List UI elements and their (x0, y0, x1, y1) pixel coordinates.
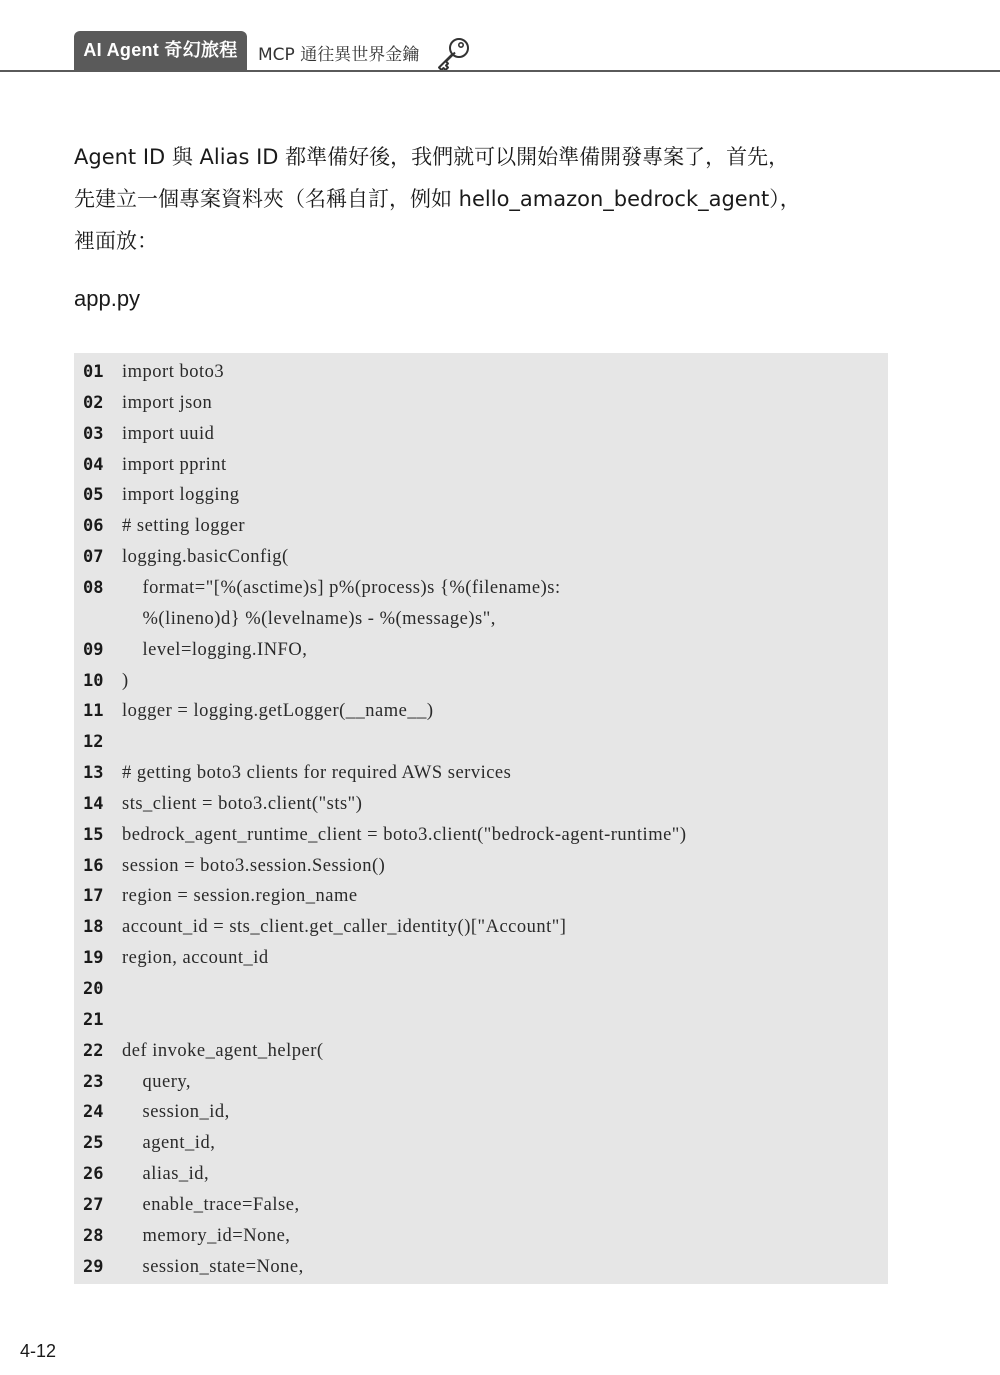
code-line (74, 388, 888, 419)
line-number: 02 (83, 392, 104, 413)
code-line (74, 789, 888, 820)
code-line (74, 820, 888, 851)
code-line (74, 635, 888, 666)
line-number: 10 (83, 670, 104, 691)
code-line (74, 727, 888, 758)
line-number: 09 (83, 639, 104, 660)
line-number: 22 (83, 1040, 104, 1061)
code-line (74, 758, 888, 789)
code-line (74, 1067, 888, 1098)
line-number: 12 (83, 732, 104, 753)
code-line (74, 480, 888, 511)
book-title-tab: AI Agent 奇幻旅程 (74, 31, 247, 70)
code-text: enable_trace=False, (122, 1194, 300, 1215)
code-line (74, 357, 888, 388)
code-text: import pprint (122, 454, 227, 475)
code-line (74, 573, 888, 604)
code-line (74, 943, 888, 974)
paragraph-line: Agent ID 與 Alias ID 都準備好後，我們就可以開始準備開發專案了，首先， (74, 145, 790, 169)
code-text: memory_id=None, (122, 1225, 291, 1246)
code-text: level=logging.INFO, (122, 639, 308, 660)
code-text: ) (122, 670, 129, 691)
code-text: logging.basicConfig( (122, 547, 289, 568)
line-number: 20 (83, 979, 104, 999)
code-line (74, 1221, 888, 1252)
code-filename: app.py (74, 286, 141, 311)
code-text: agent_id, (122, 1133, 216, 1154)
line-number: 03 (83, 423, 104, 444)
line-number: 13 (83, 763, 104, 784)
line-number: 29 (83, 1256, 104, 1277)
code-line (74, 1128, 888, 1159)
code-text: sts_client = boto3.client("sts") (122, 793, 363, 814)
code-text: region = session.region_name (122, 886, 358, 907)
line-number: 08 (83, 577, 104, 598)
code-text: bedrock_agent_runtime_client = boto3.client("bedrock-agent-runtime") (122, 824, 687, 845)
code-line (74, 974, 888, 1005)
code-line (74, 1036, 888, 1067)
code-line (74, 450, 888, 481)
line-number: 05 (83, 485, 104, 506)
line-number: 18 (83, 917, 104, 938)
paragraph-line: 先建立一個專案資料夾（名稱自訂，例如 hello_amazon_bedrock_agent）， (74, 187, 801, 211)
line-number: 01 (83, 362, 104, 382)
line-number: 21 (83, 1009, 104, 1030)
code-line (74, 604, 888, 635)
line-number: 16 (83, 855, 104, 876)
code-text: alias_id, (122, 1164, 210, 1185)
code-text: # setting logger (122, 516, 246, 537)
paragraph-line: 裡面放： (74, 229, 158, 253)
code-block (74, 353, 888, 1284)
code-line (74, 666, 888, 697)
code-line (74, 1252, 888, 1283)
code-text: %(lineno)d} %(levelname)s - %(message)s", (122, 608, 496, 629)
page-header (0, 0, 1000, 72)
code-text: import logging (122, 485, 240, 506)
code-text: session = boto3.session.Session() (122, 855, 386, 876)
code-line (74, 1159, 888, 1190)
key-icon (432, 36, 472, 72)
code-text: logger = logging.getLogger(__name__) (122, 701, 434, 722)
line-number: 06 (83, 516, 104, 537)
code-text: format="[%(asctime)s] p%(process)s {%(filename)s: (122, 577, 561, 598)
line-number: 11 (83, 701, 104, 722)
line-number: 27 (83, 1194, 104, 1215)
code-text: session_id, (122, 1102, 230, 1123)
line-number: 19 (83, 948, 104, 969)
line-number: 15 (83, 824, 104, 845)
code-line (74, 696, 888, 727)
code-line (74, 1190, 888, 1221)
code-line (74, 851, 888, 882)
code-line (74, 1005, 888, 1036)
code-line (74, 1097, 888, 1128)
line-number: 24 (83, 1102, 104, 1123)
line-number: 26 (83, 1164, 104, 1185)
code-text: import boto3 (122, 362, 225, 382)
header-divider (0, 70, 1000, 72)
code-text: region, account_id (122, 948, 269, 969)
code-line (74, 511, 888, 542)
line-number: 17 (83, 886, 104, 907)
code-line (74, 419, 888, 450)
book-subtitle: MCP 通往異世界金鑰 (258, 45, 420, 65)
code-text: # getting boto3 clients for required AWS services (122, 763, 512, 784)
code-text: account_id = sts_client.get_caller_identity()["Account"] (122, 917, 567, 938)
code-line (74, 881, 888, 912)
line-number: 14 (83, 793, 104, 814)
code-text: query, (122, 1071, 192, 1092)
code-text: import json (122, 392, 213, 413)
line-number: 23 (83, 1071, 104, 1092)
line-number: 04 (83, 454, 104, 475)
line-number: 07 (83, 547, 104, 568)
page-number: 4-12 (20, 1341, 57, 1361)
code-text: def invoke_agent_helper( (122, 1040, 324, 1061)
code-text: session_state=None, (122, 1256, 304, 1277)
line-number: 25 (83, 1133, 104, 1154)
line-number: 28 (83, 1225, 104, 1246)
intro-paragraph (74, 136, 904, 262)
code-text: import uuid (122, 423, 215, 444)
code-line (74, 542, 888, 573)
code-line (74, 912, 888, 943)
